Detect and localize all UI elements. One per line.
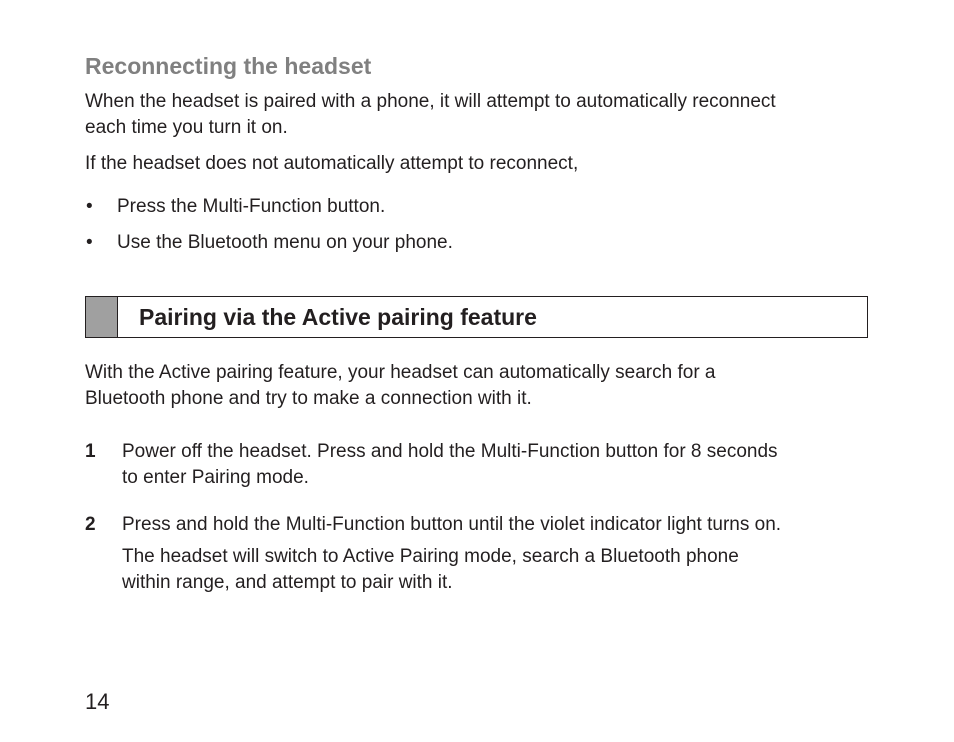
active-pairing-intro-line-1: With the Active pairing feature, your headset can automatically search for a: [85, 362, 716, 383]
section-heading-reconnecting: Reconnecting the headset: [85, 53, 372, 79]
reconnect-condition-text: If the headset does not automatically attempt to reconnect,: [85, 153, 579, 174]
bullet-text: Press the Multi-Function button.: [117, 196, 386, 217]
reconnect-paragraph-line-1: When the headset is paired with a phone, it will attempt to automatically reconnect: [85, 91, 776, 112]
step-2-note-line-2: within range, and attempt to pair with it.: [122, 572, 453, 593]
step-number: 1: [85, 441, 96, 462]
step-2-note-line-1: The headset will switch to Active Pairing mode, search a Bluetooth phone: [122, 546, 739, 567]
step-1-text-line-2: to enter Pairing mode.: [122, 467, 309, 488]
step-1-text-line-1: Power off the headset. Press and hold the Multi-Function button for 8 seconds: [122, 441, 778, 462]
section-header-box: [85, 296, 868, 338]
page-number: 14: [85, 689, 110, 714]
section-header-grey-tab: [86, 297, 118, 337]
bullet-marker: •: [86, 232, 93, 253]
bullet-marker: •: [86, 196, 93, 217]
active-pairing-intro-line-2: Bluetooth phone and try to make a connection with it.: [85, 388, 532, 409]
step-number: 2: [85, 514, 96, 535]
bullet-text: Use the Bluetooth menu on your phone.: [117, 232, 453, 253]
step-2-text: Press and hold the Multi-Function button until the violet indicator light turns on.: [122, 514, 782, 535]
reconnect-paragraph-line-2: each time you turn it on.: [85, 117, 288, 138]
section-title-active-pairing: Pairing via the Active pairing feature: [139, 303, 537, 330]
